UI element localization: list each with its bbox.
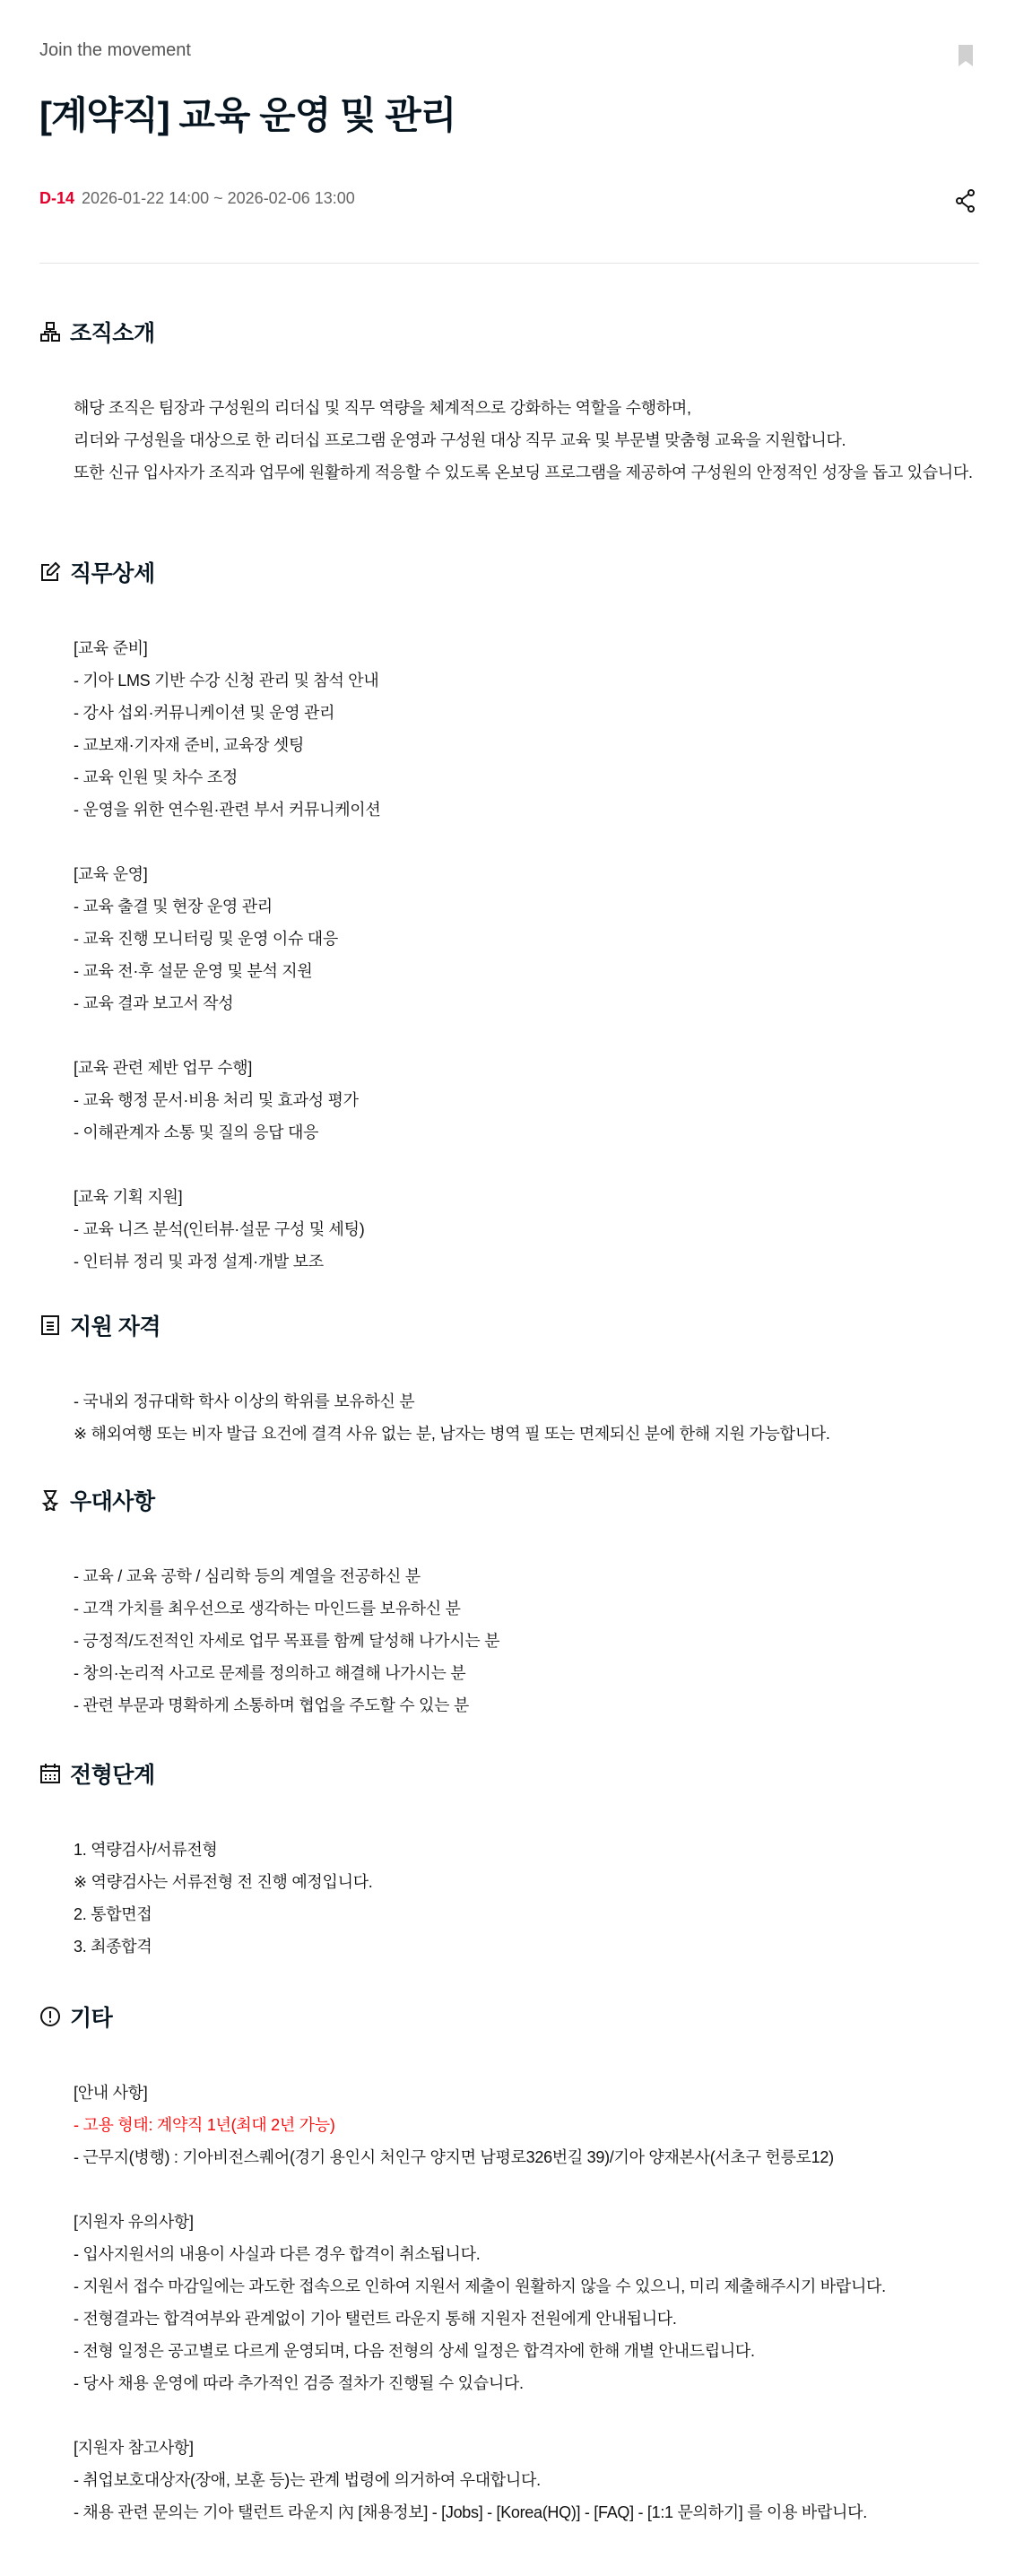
section-heading — [39, 317, 979, 347]
body-line: - 취업보호대상자(장애, 보훈 등)는 관계 법령에 의거하여 우대합니다. — [74, 2471, 541, 2489]
body-line: - 교육 결과 보고서 작성 — [74, 994, 234, 1012]
spacer — [74, 1019, 979, 1052]
section-title: 조직소개 — [70, 321, 155, 346]
body-line: - 당사 채용 운영에 따라 추가적인 검증 절차가 진행될 수 있습니다. — [74, 2374, 524, 2392]
document-icon — [39, 1314, 70, 1336]
body-line: - 강사 섭외·커뮤니케이션 및 운영 관리 — [74, 704, 335, 722]
body-line: - 운영을 위한 연수원·관련 부서 커뮤니케이션 — [74, 801, 381, 819]
body-line: - 전형결과는 합격여부와 관계없이 기아 탤런트 라운지 통해 지원자 전원에게 안내됩니다. — [74, 2310, 677, 2328]
posting-period — [39, 189, 355, 208]
body-line: - 교육 출결 및 현장 운영 관리 — [74, 898, 273, 915]
body-line: - 교육 인원 및 차수 조정 — [74, 768, 238, 786]
body-line: - 고용 형태: 계약직 1년(최대 2년 가능) — [74, 2116, 335, 2134]
body-line: - 국내외 정규대학 학사 이상의 학위를 보유하신 분 — [74, 1392, 415, 1410]
section-body — [39, 1385, 979, 1450]
section-body — [39, 2077, 979, 2528]
section-title: 전형단계 — [70, 1763, 155, 1788]
body-line: [지원자 참고사항] — [74, 2439, 194, 2457]
body-line: - 창의·논리적 사고로 문제를 정의하고 해결해 나가시는 분 — [74, 1664, 466, 1682]
section-5 — [39, 1758, 979, 1963]
body-line: - 기아 LMS 기반 수강 신청 관리 및 참석 안내 — [74, 672, 379, 690]
section-body — [39, 1834, 979, 1963]
body-line: - 입사지원서의 내용이 사실과 다른 경우 합격이 취소됩니다. — [74, 2245, 481, 2263]
body-line: ※ 해외여행 또는 비자 발급 요건에 결격 사유 없는 분, 남자는 병역 필 또는 면제되신 분에 한해 지원 가능합니다. — [74, 1425, 830, 1443]
spacer — [74, 2399, 979, 2432]
spacer — [74, 826, 979, 858]
calendar-icon — [39, 1763, 70, 1784]
body-line: [안내 사항] — [74, 2084, 148, 2102]
section-heading — [39, 1758, 979, 1789]
body-line: [교육 준비] — [74, 639, 148, 657]
body-line: - 교육 / 교육 공학 / 심리학 등의 계열을 전공하신 분 — [74, 1567, 421, 1585]
body-line: 1. 역량검사/서류전형 — [74, 1841, 218, 1859]
section-heading — [39, 1310, 979, 1340]
body-line: 해당 조직은 팀장과 구성원의 리더십 및 직무 역량을 체계적으로 강화하는 역할을 수행하며, — [74, 399, 691, 417]
edit-icon — [39, 561, 70, 583]
section-title: 기타 — [70, 2006, 113, 2031]
bookmark-icon[interactable] — [956, 43, 976, 68]
body-line: [교육 관련 제반 업무 수행] — [74, 1059, 253, 1077]
period-text: 2026-01-22 14:00 ~ 2026-02-06 13:00 — [82, 189, 355, 207]
alert-circle-icon — [39, 2006, 70, 2027]
medal-icon — [39, 1489, 70, 1511]
body-line: - 관련 부문과 명확하게 소통하며 협업을 주도할 수 있는 분 — [74, 1696, 470, 1714]
section-heading — [39, 557, 979, 587]
body-line: - 이해관계자 소통 및 질의 응답 대응 — [74, 1123, 319, 1141]
spacer — [74, 1149, 979, 1181]
section-heading — [39, 1485, 979, 1515]
section-3 — [39, 1310, 979, 1450]
body-line: - 전형 일정은 공고별로 다르게 운영되며, 다음 전형의 상세 일정은 합격자에 한해 개별 안내드립니다. — [74, 2342, 755, 2360]
section-2 — [39, 557, 979, 1278]
body-line: 또한 신규 입사자가 조직과 업무에 원활하게 적응할 수 있도록 온보딩 프로그램을 제공하여 구성원의 안정적인 성장을 돕고 있습니다. — [74, 464, 973, 481]
body-line: - 교육 행정 문서·비용 처리 및 효과성 평가 — [74, 1091, 359, 1109]
body-line: - 교육 니즈 분석(인터뷰·설문 구성 및 세팅) — [74, 1220, 365, 1238]
org-chart-icon — [39, 321, 70, 343]
section-6 — [39, 2001, 979, 2528]
body-line: [지원자 유의사항] — [74, 2213, 194, 2231]
share-icon[interactable] — [954, 188, 977, 213]
section-body — [39, 1560, 979, 1722]
dday-badge: D-14 — [39, 189, 75, 207]
section-4 — [39, 1485, 979, 1722]
eyebrow-text: Join the movement — [39, 40, 191, 60]
body-line: - 교보재·기자재 준비, 교육장 셋팅 — [74, 736, 305, 754]
body-line: - 채용 관련 문의는 기아 탤런트 라운지 內 [채용정보] - [Jobs] - [Korea(HQ)] - [FAQ] - [1:1 문의하기] 를 이용 바랍니다. — [74, 2503, 867, 2521]
body-line: 2. 통합면접 — [74, 1905, 152, 1923]
section-body — [39, 392, 979, 489]
body-line: - 교육 진행 모니터링 및 운영 이슈 대응 — [74, 930, 338, 948]
body-line: [교육 운영] — [74, 865, 148, 883]
section-body — [39, 632, 979, 1278]
section-heading — [39, 2001, 979, 2032]
spacer — [74, 2173, 979, 2206]
section-title: 지원 자격 — [70, 1314, 161, 1340]
body-line: 리더와 구성원을 대상으로 한 리더십 프로그램 운영과 구성원 대상 직무 교육 및 부문별 맞춤형 교육을 지원합니다. — [74, 431, 846, 449]
section-title: 직무상세 — [70, 561, 155, 586]
body-line: - 긍정적/도전적인 자세로 업무 목표를 함께 달성해 나가시는 분 — [74, 1632, 500, 1650]
body-line: - 지원서 접수 마감일에는 과도한 접속으로 인하여 지원서 제출이 원활하지 않을 수 있으니, 미리 제출해주시기 바랍니다. — [74, 2277, 886, 2295]
page-title: [계약직] 교육 운영 및 관리 — [39, 94, 456, 136]
body-line: - 근무지(병행) : 기아비전스퀘어(경기 용인시 처인구 양지면 남평로326번길 39)/기아 양재본사(서초구 헌릉로12) — [74, 2148, 834, 2166]
body-line: 3. 최종합격 — [74, 1938, 152, 1956]
body-line: - 인터뷰 정리 및 과정 설계·개발 보조 — [74, 1253, 324, 1271]
body-line: - 고객 가치를 최우선으로 생각하는 마인드를 보유하신 분 — [74, 1600, 461, 1618]
header-divider — [39, 263, 979, 264]
body-line: ※ 역량검사는 서류전형 전 진행 예정입니다. — [74, 1873, 373, 1891]
section-1 — [39, 317, 979, 489]
body-line: - 교육 전·후 설문 운영 및 분석 지원 — [74, 962, 313, 980]
section-title: 우대사항 — [70, 1489, 155, 1514]
body-line: [교육 기획 지원] — [74, 1188, 183, 1206]
